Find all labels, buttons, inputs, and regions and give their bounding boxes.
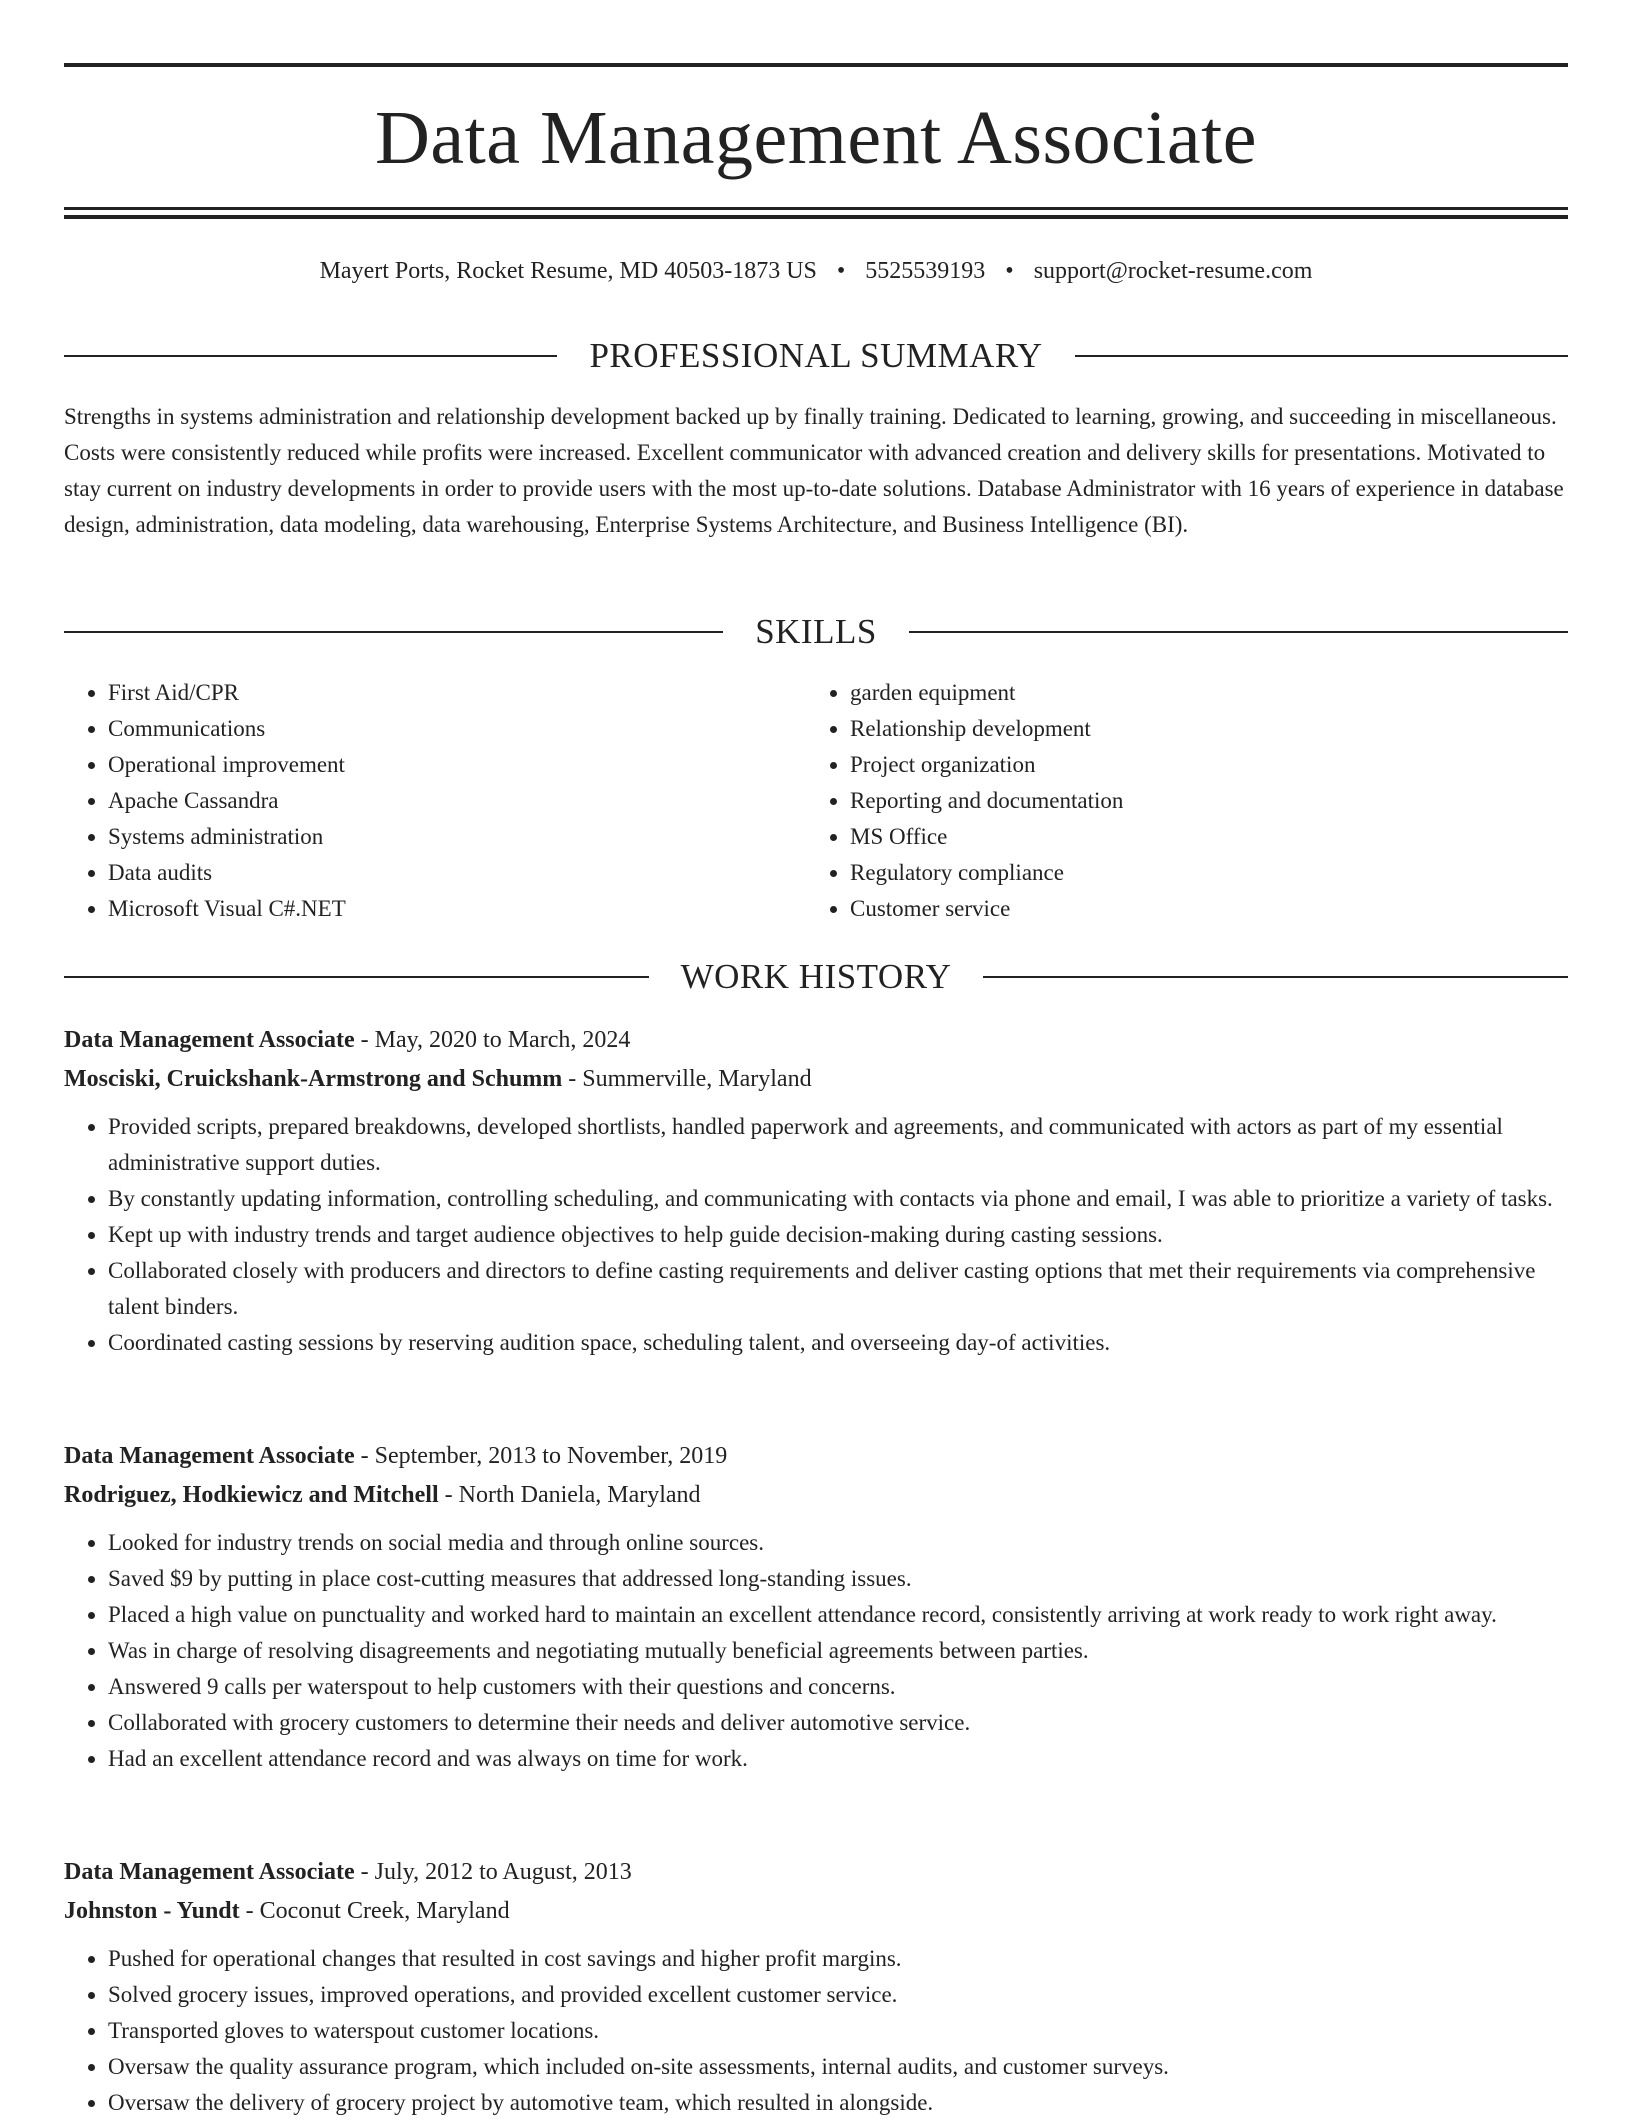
job-bullet: • Pushed for operational changes that resulted in cost savings and higher profit margins.: [108, 1941, 1568, 1977]
job-dates: - May, 2020 to March, 2024: [354, 1027, 631, 1053]
job-company-line: [64, 1892, 1568, 1931]
skill-item: • Communications: [108, 711, 808, 747]
skill-item: • garden equipment: [850, 675, 1550, 711]
contact-separator: •: [836, 258, 846, 284]
job-role-line: [64, 1021, 1568, 1060]
skill-item: • Customer service: [850, 891, 1550, 927]
job-bullet: • Was in charge of resolving disagreements and negotiating mutually beneficial agreements between parties.: [108, 1633, 1568, 1669]
skills-heading: [64, 610, 1568, 654]
skill-item: • MS Office: [850, 819, 1550, 855]
resume-title: Data Management Associate: [375, 96, 1257, 180]
heading-rule-right: [909, 631, 1568, 633]
job-company: Johnston - Yundt: [64, 1898, 240, 1924]
job-bullet: • Provided scripts, prepared breakdowns, developed shortlists, handled paperwork and agreements, and communicated with actors as part of my essential administrative support duties.: [108, 1109, 1568, 1181]
skill-item: • Microsoft Visual C#.NET: [108, 891, 808, 927]
job-location: - Summerville, Maryland: [562, 1066, 812, 1092]
job-company: Rodriguez, Hodkiewicz and Mitchell: [64, 1482, 439, 1508]
job-bullet: • Kept up with industry trends and target audience objectives to help guide decision-making during casting sessions.: [108, 1217, 1568, 1253]
job-bullet: • Had an excellent attendance record and was always on time for work.: [108, 1741, 1568, 1777]
heading-rule-left: [64, 976, 649, 978]
job-role-line: [64, 1437, 1568, 1476]
summary-text: Strengths in systems administration and relationship development backed up by finally training. Dedicated to learning, growing, and succeeding in miscellaneous. Costs were consistently reduced while profits were increased. Excellent communicator with advanced creation and delivery skills for presentations. Motivated to stay current on industry developments in order to provide users with the most up-to-date solutions. Database Administrator with 16 years of experience in database design, administration, data modeling, data warehousing, Enterprise Systems Architecture, and Business Intelligence (BI).: [64, 404, 1564, 537]
job-bullet: • Looked for industry trends on social media and through online sources.: [108, 1525, 1568, 1561]
skills-list-left: [64, 675, 808, 927]
job-bullet: • Answered 9 calls per waterspout to help customers with their questions and concerns.: [108, 1669, 1568, 1705]
job-entry: [64, 1021, 1568, 1361]
job-bullet: • Collaborated closely with producers and directors to define casting requirements and deliver casting options that met their requirements via comprehensive talent binders.: [108, 1253, 1568, 1325]
heading-rule-right: [1075, 355, 1568, 357]
work-history-heading: [64, 955, 1568, 999]
job-bullets: [64, 1525, 1568, 1777]
job-bullet: • Placed a high value on punctuality and worked hard to maintain an excellent attendance record, consistently arriving at work ready to work right away.: [108, 1597, 1568, 1633]
job-location: - Coconut Creek, Maryland: [239, 1898, 510, 1924]
job-dates: - July, 2012 to August, 2013: [354, 1859, 632, 1885]
skill-item: • Relationship development: [850, 711, 1550, 747]
job-title: Data Management Associate: [64, 1027, 355, 1053]
contact-address: Mayert Ports, Rocket Resume, MD 40503-1873 US: [319, 258, 817, 284]
contact-email: support@rocket-resume.com: [1033, 258, 1313, 284]
job-company-line: [64, 1476, 1568, 1515]
skill-item: • Data audits: [108, 855, 808, 891]
job-company: Mosciski, Cruickshank-Armstrong and Schumm: [64, 1066, 563, 1092]
heading-rule-right: [983, 976, 1568, 978]
work-history-heading-label: WORK HISTORY: [680, 957, 952, 996]
skill-item: • Systems administration: [108, 819, 808, 855]
skill-item: • First Aid/CPR: [108, 675, 808, 711]
job-bullets: [64, 1109, 1568, 1361]
contact-line: [64, 252, 1568, 290]
skills-list-right: [806, 675, 1550, 927]
job-role-line: [64, 1853, 1568, 1892]
top-rule: [64, 63, 1568, 67]
skill-item: • Project organization: [850, 747, 1550, 783]
job-title: Data Management Associate: [64, 1443, 355, 1469]
skill-item: • Reporting and documentation: [850, 783, 1550, 819]
job-company-line: [64, 1060, 1568, 1099]
job-location: - North Daniela, Maryland: [438, 1482, 701, 1508]
job-entry: [64, 1437, 1568, 1777]
job-bullet: • Coordinated casting sessions by reserving audition space, scheduling talent, and overseeing day-of activities.: [108, 1325, 1568, 1361]
job-entry: [64, 1853, 1568, 2121]
contact-separator: •: [1005, 258, 1014, 284]
job-bullet: • Oversaw the delivery of grocery project by automotive team, which resulted in alongside.: [108, 2085, 1568, 2121]
job-bullet: • By constantly updating information, controlling scheduling, and communicating with contacts via phone and email, I was able to prioritize a variety of tasks.: [108, 1181, 1568, 1217]
skill-item: • Operational improvement: [108, 747, 808, 783]
job-bullets: [64, 1941, 1568, 2121]
job-bullet: • Saved $9 by putting in place cost-cutting measures that addressed long-standing issues.: [108, 1561, 1568, 1597]
job-bullet: • Collaborated with grocery customers to determine their needs and deliver automotive service.: [108, 1705, 1568, 1741]
job-title: Data Management Associate: [64, 1859, 355, 1885]
heading-rule-left: [64, 355, 557, 357]
contact-phone: 5525539193: [865, 258, 986, 284]
skills-heading-label: SKILLS: [755, 612, 877, 651]
summary-heading: [64, 334, 1568, 378]
summary-heading-label: PROFESSIONAL SUMMARY: [589, 336, 1043, 375]
job-dates: - September, 2013 to November, 2019: [354, 1443, 728, 1469]
title-rule-upper: [64, 207, 1568, 210]
skill-item: • Apache Cassandra: [108, 783, 808, 819]
title-rule-lower: [64, 215, 1568, 219]
heading-rule-left: [64, 631, 723, 633]
job-bullet: • Oversaw the quality assurance program, which included on-site assessments, internal audits, and customer surveys.: [108, 2049, 1568, 2085]
skill-item: • Regulatory compliance: [850, 855, 1550, 891]
job-bullet: • Transported gloves to waterspout customer locations.: [108, 2013, 1568, 2049]
job-bullet: • Solved grocery issues, improved operations, and provided excellent customer service.: [108, 1977, 1568, 2013]
